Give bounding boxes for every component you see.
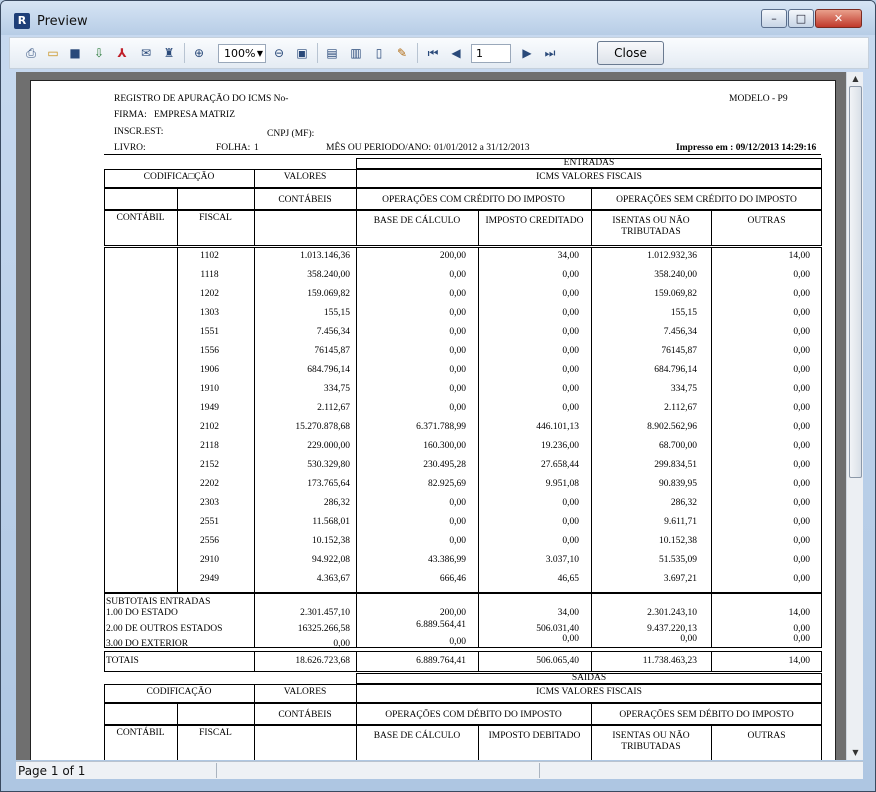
icms-header: ICMS VALORES FISCAIS	[536, 687, 642, 697]
icms-header: ICMS VALORES FISCAIS	[536, 172, 642, 182]
cfop-code: 2551	[200, 517, 219, 527]
isentas: 51.535,09	[659, 555, 697, 565]
isentas: 10.152,38	[659, 536, 697, 546]
isentas: 1.012.932,36	[647, 251, 697, 261]
outras: 14,00	[788, 251, 810, 261]
fiscal-header: FISCAL	[199, 213, 232, 223]
contabil-header: CONTÁBIL	[116, 728, 165, 738]
cfop-code: 1906	[200, 365, 219, 375]
cfop-code: 1303	[200, 308, 219, 318]
report-title: REGISTRO DE APURAÇÃO DO ICMS No-	[114, 94, 289, 104]
cfop-code: 1910	[200, 384, 219, 394]
outras: 0,00	[793, 365, 810, 375]
imposto-creditado: 0,00	[562, 346, 579, 356]
cfop-code: 2152	[200, 460, 219, 470]
base-calculo: 0,00	[449, 536, 466, 546]
column-line	[177, 703, 178, 725]
two-pages-icon[interactable]: ▥	[350, 46, 362, 60]
outras: 0,00	[793, 555, 810, 565]
find-icon[interactable]: ♜	[163, 46, 175, 60]
sub-estado-value: 14,00	[788, 608, 810, 618]
periodo-label: MÊS OU PERIODO/ANO:	[326, 143, 432, 153]
outras: 0,00	[793, 441, 810, 451]
sub-outros-label: 2.00 DE OUTROS ESTADOS	[106, 624, 223, 634]
first-page-icon[interactable]: ⏮	[427, 46, 439, 60]
open-icon[interactable]: ▭	[47, 46, 59, 60]
sub-estado-value: 2.301.457,10	[300, 608, 350, 618]
base-calculo: 0,00	[449, 346, 466, 356]
sub-outros-value: 506.031,40	[536, 624, 579, 634]
outras: 0,00	[793, 536, 810, 546]
valor-contabil: 11.568,01	[312, 517, 350, 527]
section-title: ENTRADAS	[563, 158, 615, 168]
sub-outros-value: 6.889.564,41	[416, 620, 466, 630]
valor-contabil: 4.363,67	[316, 574, 350, 584]
tributadas-header: TRIBUTADAS	[621, 227, 681, 237]
close-button[interactable]: Close	[597, 41, 664, 65]
periodo-value: 01/01/2012 a 31/12/2013	[434, 143, 530, 153]
export-icon[interactable]: ⇩	[93, 46, 105, 60]
isentas: 286,32	[670, 498, 697, 508]
single-page-icon[interactable]: ▤	[326, 46, 338, 60]
zoom-out-icon[interactable]: ⊖	[273, 46, 285, 60]
cfop-code: 2118	[200, 441, 219, 451]
section-title: SAIDAS	[571, 673, 607, 683]
page-info: Page 1 of 1	[18, 764, 86, 778]
base-calculo: 666,46	[439, 574, 466, 584]
fiscal-header: FISCAL	[199, 728, 232, 738]
valor-contabil: 10.152,38	[312, 536, 350, 546]
imposto-creditado: 46,65	[557, 574, 579, 584]
totais-value: 18.626.723,68	[295, 656, 350, 666]
report-page	[30, 80, 836, 760]
edit-page-icon[interactable]: ✎	[396, 46, 408, 60]
outras: 0,00	[793, 498, 810, 508]
valor-contabil: 229.000,00	[307, 441, 350, 451]
isentas: 334,75	[670, 384, 697, 394]
sub-exterior-value: 0,00	[449, 637, 466, 647]
firma-label: FIRMA:	[114, 110, 147, 120]
scroll-down-icon[interactable]: ▼	[852, 748, 859, 757]
inscrest-label: INSCR.EST:	[114, 127, 164, 137]
isentas: 299.834,51	[654, 460, 697, 470]
prev-page-icon[interactable]: ◀	[451, 46, 461, 60]
status-bar	[16, 761, 863, 779]
outras: 0,00	[793, 384, 810, 394]
base-calculo: 0,00	[449, 270, 466, 280]
tributadas-header: TRIBUTADAS	[621, 742, 681, 752]
sub-outros-value: 0,00	[793, 624, 810, 634]
title-bar	[1, 1, 875, 35]
base-calculo: 200,00	[439, 251, 466, 261]
imposto-creditado: 0,00	[562, 327, 579, 337]
cfop-code: 2102	[200, 422, 219, 432]
window-title: Preview	[37, 14, 88, 29]
cfop-code: 1551	[200, 327, 219, 337]
imposto-creditado: 0,00	[562, 536, 579, 546]
isentas: 2.112,67	[664, 403, 697, 413]
next-page-icon[interactable]: ▶	[522, 46, 532, 60]
sub-estado-value: 200,00	[439, 608, 466, 618]
sub-exterior-value: 0,00	[562, 634, 579, 644]
valor-contabil: 155,15	[323, 308, 350, 318]
isentas: 68.700,00	[659, 441, 697, 451]
scroll-thumb[interactable]	[849, 86, 862, 478]
folha-label: FOLHA:	[216, 143, 251, 153]
cfop-code: 1556	[200, 346, 219, 356]
impresso-em: Impresso em : 09/12/2013 14:29:16	[676, 143, 817, 153]
folha-value: 1	[254, 143, 259, 153]
livro-label: LIVRO:	[114, 143, 146, 153]
codificacao-header: CODIFICAÇÃO	[146, 687, 212, 697]
isentas: 8.902.562,96	[647, 422, 697, 432]
isentas: 358.240,00	[654, 270, 697, 280]
outras-header: OUTRAS	[747, 731, 786, 741]
imposto-creditado: 0,00	[562, 403, 579, 413]
cfop-code: 1949	[200, 403, 219, 413]
imposto-creditado: 19.236,00	[541, 441, 579, 451]
imposto-creditado: 0,00	[562, 270, 579, 280]
imposto-header: IMPOSTO CREDITADO	[485, 216, 584, 226]
outras-header: OUTRAS	[747, 216, 786, 226]
sub-exterior-value: 0,00	[793, 634, 810, 644]
outras: 0,00	[793, 460, 810, 470]
minimize-button[interactable]: –	[761, 9, 787, 28]
zoom-in-icon[interactable]: ⊕	[193, 46, 205, 60]
report-model: MODELO - P9	[729, 94, 788, 104]
sub-estado-value: 34,00	[557, 608, 579, 618]
cfop-code: 2556	[200, 536, 219, 546]
page-number-input[interactable]: 1	[471, 44, 511, 63]
base-calculo: 0,00	[449, 498, 466, 508]
pdf-icon[interactable]: ⅄	[117, 46, 127, 60]
app-icon: R	[14, 13, 30, 29]
op-sem-header: OPERAÇÕES SEM DÉBITO DO IMPOSTO	[619, 710, 794, 720]
valor-contabil: 358.240,00	[307, 270, 350, 280]
imposto-header: IMPOSTO DEBITADO	[488, 731, 581, 741]
valor-contabil: 15.270.878,68	[295, 422, 350, 432]
cfop-code: 1102	[200, 251, 219, 261]
imposto-creditado: 446.101,13	[536, 422, 579, 432]
subtotais-label: SUBTOTAIS ENTRADAS	[106, 597, 211, 607]
sub-outros-value: 9.437.220,13	[647, 624, 697, 634]
cnpj-label: CNPJ (MF):	[267, 129, 315, 139]
op-com-header: OPERAÇÕES COM DÉBITO DO IMPOSTO	[385, 710, 562, 720]
isentas: 9.611,71	[664, 517, 697, 527]
open-book-icon[interactable]: ▯	[375, 46, 383, 60]
cfop-code: 2949	[200, 574, 219, 584]
scroll-up-icon[interactable]: ▲	[852, 74, 859, 83]
totais-value: 6.889.764,41	[416, 656, 466, 666]
base-calculo: 0,00	[449, 403, 466, 413]
isentas: 76145,87	[661, 346, 697, 356]
base-calculo-header: BASE DE CÁLCULO	[373, 731, 461, 741]
base-calculo: 82.925,69	[428, 479, 466, 489]
cfop-code: 1118	[200, 270, 219, 280]
firma-value: EMPRESA MATRIZ	[154, 110, 236, 120]
close-window-button[interactable]: ✕	[815, 9, 862, 28]
contabeis-header: CONTÁBEIS	[278, 195, 332, 205]
isentas-header: ISENTAS OU NÃO	[612, 216, 690, 226]
sub-exterior-value: 0,00	[333, 639, 350, 649]
outras: 0,00	[793, 574, 810, 584]
maximize-button[interactable]: □	[788, 9, 814, 28]
contabil-header: CONTÁBIL	[116, 213, 165, 223]
totais-label: TOTAIS	[106, 656, 139, 666]
base-calculo-header: BASE DE CÁLCULO	[373, 216, 461, 226]
sub-exterior-value: 0,00	[680, 634, 697, 644]
imposto-creditado: 0,00	[562, 308, 579, 318]
isentas-header: ISENTAS OU NÃO	[612, 731, 690, 741]
base-calculo: 0,00	[449, 327, 466, 337]
isentas: 159.069,82	[654, 289, 697, 299]
isentas: 3.697,21	[663, 574, 697, 584]
cfop-code: 2910	[200, 555, 219, 565]
codificacao-header: CODIFICA□ÇÃO	[143, 172, 215, 182]
valor-contabil: 2.112,67	[317, 403, 350, 413]
base-calculo: 0,00	[449, 289, 466, 299]
totais-value: 14,00	[788, 656, 810, 666]
sub-estado-value: 2.301.243,10	[647, 608, 697, 618]
outras: 0,00	[793, 270, 810, 280]
toolbar	[9, 37, 869, 69]
imposto-creditado: 0,00	[562, 498, 579, 508]
contabeis-header: CONTÁBEIS	[278, 710, 332, 720]
imposto-creditado: 0,00	[562, 289, 579, 299]
valor-contabil: 530.329,80	[307, 460, 350, 470]
valor-contabil: 173.765,64	[307, 479, 350, 489]
imposto-creditado: 9.951,08	[545, 479, 579, 489]
cfop-code: 2303	[200, 498, 219, 508]
op-com-header: OPERAÇÕES COM CRÉDITO DO IMPOSTO	[382, 195, 565, 205]
cfop-code: 2202	[200, 479, 219, 489]
outras: 0,00	[793, 422, 810, 432]
totais-value: 506.065,40	[536, 656, 579, 666]
valores-header: VALORES	[283, 687, 327, 697]
valor-contabil: 76145,87	[314, 346, 350, 356]
valor-contabil: 286,32	[323, 498, 350, 508]
base-calculo: 160.300,00	[423, 441, 466, 451]
imposto-creditado: 34,00	[557, 251, 579, 261]
email-icon[interactable]: ✉	[140, 46, 152, 60]
op-sem-header: OPERAÇÕES SEM CRÉDITO DO IMPOSTO	[616, 195, 797, 205]
valores-header: VALORES	[283, 172, 327, 182]
base-calculo: 0,00	[449, 517, 466, 527]
base-calculo: 230.495,28	[423, 460, 466, 470]
imposto-creditado: 27.658,44	[541, 460, 579, 470]
base-calculo: 0,00	[449, 384, 466, 394]
zoom-select[interactable]: 100% ▼	[218, 44, 266, 63]
chevron-down-icon: ▼	[256, 49, 263, 58]
base-calculo: 0,00	[449, 308, 466, 318]
sub-outros-value: 16325.266,58	[297, 624, 350, 634]
imposto-creditado: 0,00	[562, 365, 579, 375]
last-page-icon[interactable]: ⏭	[544, 46, 556, 60]
preview-viewport[interactable]	[16, 72, 846, 760]
base-calculo: 6.371.788,99	[416, 422, 466, 432]
isentas: 155,15	[670, 308, 697, 318]
isentas: 7.456,34	[663, 327, 697, 337]
imposto-creditado: 3.037,10	[545, 555, 579, 565]
base-calculo: 43.386,99	[428, 555, 466, 565]
isentas: 684.796,14	[654, 365, 697, 375]
sub-exterior-label: 3.00 DO EXTERIOR	[106, 639, 189, 649]
saidas-table	[31, 81, 837, 760]
outras: 0,00	[793, 479, 810, 489]
imposto-creditado: 0,00	[562, 384, 579, 394]
valor-contabil: 334,75	[323, 384, 350, 394]
save-icon[interactable]: ■	[69, 46, 81, 60]
valor-contabil: 684.796,14	[307, 365, 350, 375]
totais-value: 11.738.463,23	[642, 656, 697, 666]
base-calculo: 0,00	[449, 365, 466, 375]
vertical-scrollbar[interactable]	[846, 72, 863, 760]
print-icon[interactable]: ⎙	[26, 46, 36, 60]
cfop-code: 1202	[200, 289, 219, 299]
outras: 0,00	[793, 403, 810, 413]
imposto-creditado: 0,00	[562, 517, 579, 527]
valor-contabil: 159.069,82	[307, 289, 350, 299]
valor-contabil: 7.456,34	[316, 327, 350, 337]
outras: 0,00	[793, 517, 810, 527]
valor-contabil: 1.013.146,36	[300, 251, 350, 261]
outras: 0,00	[793, 289, 810, 299]
isentas: 90.839,95	[659, 479, 697, 489]
sub-estado-label: 1.00 DO ESTADO	[106, 608, 178, 618]
outras: 0,00	[793, 308, 810, 318]
outras: 0,00	[793, 346, 810, 356]
whole-page-icon[interactable]: ▣	[296, 46, 308, 60]
outras: 0,00	[793, 327, 810, 337]
valor-contabil: 94.922,08	[312, 555, 350, 565]
